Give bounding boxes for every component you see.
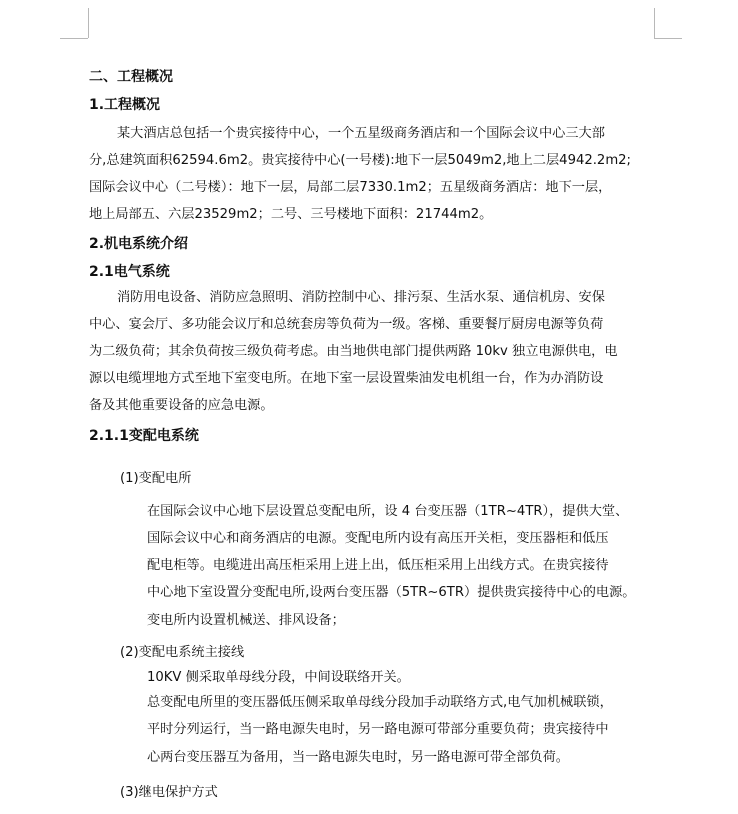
subsection-heading-substation: 2.1.1变配电系统 [89,428,199,444]
subsection-heading-mep: 2.机电系统介绍 [89,236,189,252]
electric-line: 备及其他重要设备的应急电源。 [89,398,274,413]
overview-line: 分,总建筑面积62594.6m2。贵宾接待中心(一号楼):地下一层5049m2,地上二层4942.2m2; [89,153,632,168]
list-item-title: (3)继电保护方式 [120,785,218,800]
item1-line: 在国际会议中心地下层设置总变配电所，设 4 台变压器（1TR~4TR），提供大堂、 [147,504,629,519]
overview-line: 国际会议中心（二号楼）：地下一层，局部二层7330.1m2；五星级商务酒店：地下一层， [89,180,612,195]
item1-line: 中心地下室设置分变配电所,设两台变压器（5TR~6TR）提供贵宾接待中心的电源。 [147,585,636,600]
list-item-title: (2)变配电系统主接线 [120,645,245,660]
subsection-heading-electric: 2.1电气系统 [89,264,170,280]
item2-line: 总变配电所里的变压器低压侧采取单母线分段加手动联络方式,电气加机械联锁， [147,695,613,710]
list-item-title: (1)变配电所 [120,471,192,486]
overview-line: 地上局部五、六层23529m2；二号、三号楼地下面积：21744m2。 [89,207,493,222]
subsection-heading-overview: 1.工程概况 [89,97,161,113]
section-heading: 二、工程概况 [89,69,173,85]
overview-line: 某大酒店总包括一个贵宾接待中心，一个五星级商务酒店和一个国际会议中心三大部 [117,126,605,141]
electric-line: 为二级负荷；其余负荷按三级负荷考虑。由当地供电部门提供两路 10kv 独立电源供电，电 [89,344,618,359]
item2-line: 平时分列运行，当一路电源失电时，另一路电源可带部分重要负荷；贵宾接待中 [147,722,609,737]
electric-line: 中心、宴会厅、多功能会议厅和总统套房等负荷为一级。客梯、重要餐厅厨房电源等负荷 [89,317,604,332]
item2-line: 10KV 侧采取单母线分段，中间设联络开关。 [147,670,410,685]
electric-line: 源以电缆埋地方式至地下室变电所。在地下室一层设置柴油发电机组一台，作为办消防设 [89,371,604,386]
item1-line: 配电柜等。电缆进出高压柜采用上进上出，低压柜采用上出线方式。在贵宾接待 [147,558,609,573]
item2-line: 心两台变压器互为备用，当一路电源失电时，另一路电源可带全部负荷。 [147,750,569,765]
electric-line: 消防用电设备、消防应急照明、消防控制中心、排污泵、生活水泵、通信机房、安保 [117,290,605,305]
item1-line: 变电所内设置机械送、排风设备； [147,613,345,628]
item1-line: 国际会议中心和商务酒店的电源。变配电所内设有高压开关柜，变压器柜和低压 [147,531,609,546]
